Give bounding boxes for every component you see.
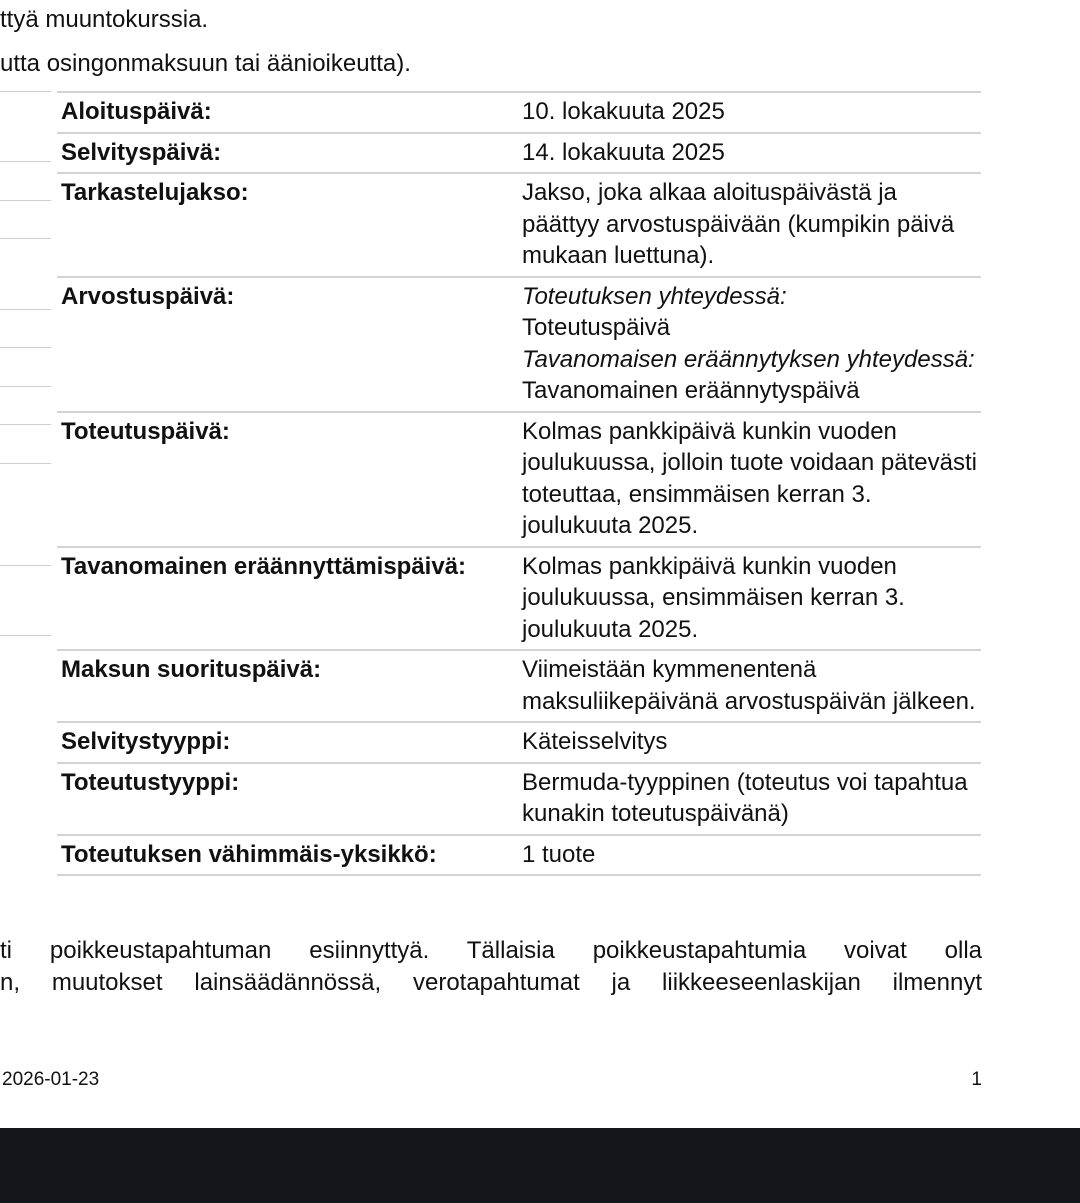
product-terms-table <box>57 91 981 876</box>
intro-text-line: ttyä muuntokurssia. <box>0 6 209 33</box>
terms-row <box>57 412 981 547</box>
term-label: Maksun suorituspäivä: <box>57 650 518 722</box>
term-value-text: Bermuda-tyyppinen (toteutus voi tapahtua kunakin toteutuspäivänä) <box>522 768 968 827</box>
term-value <box>518 133 981 174</box>
term-value-condition: Toteutuksen yhteydessä: <box>522 282 787 310</box>
terms-row <box>57 835 981 876</box>
terms-row <box>57 277 981 412</box>
term-label: Tavanomainen eräännyttämispäivä: <box>57 547 518 651</box>
term-value-text: 10. lokakuuta 2025 <box>522 98 725 125</box>
term-label: Toteutuksen vähimmäis-yksikkö: <box>57 835 518 876</box>
term-value-condition: Tavanomaisen eräännytyksen yhteydessä: <box>522 345 975 373</box>
term-label: Aloituspäivä: <box>57 92 518 133</box>
terms-row <box>57 722 981 763</box>
term-value <box>518 277 981 412</box>
term-value <box>518 92 981 133</box>
term-value <box>518 835 981 876</box>
term-value-text: Kolmas pankkipäivä kunkin vuoden joulukuussa, jolloin tuote voidaan pätevästi toteuttaa, ensimmäisen kerran 3. joulukuuta 2025. <box>522 417 977 539</box>
term-value-text: Jakso, joka alkaa aloituspäivästä ja päättyy arvostuspäivään (kumpikin päivä mukaan luettuna). <box>522 179 955 269</box>
term-value-text: Toteutuspäivä <box>522 314 671 341</box>
term-value-text: Käteisselvitys <box>522 728 668 755</box>
viewer-bottom-bar <box>0 1128 1080 1203</box>
term-value <box>518 722 981 763</box>
terms-row <box>57 173 981 277</box>
term-label: Arvostuspäivä: <box>57 277 518 412</box>
term-value <box>518 650 981 722</box>
term-label: Selvityspäivä: <box>57 133 518 174</box>
term-value <box>518 763 981 835</box>
paragraph-line: n, muutokset lainsäädännössä, verotapahtumat ja liikkeeseenlaskijan ilmennyt <box>0 969 982 996</box>
term-label: Tarkastelujakso: <box>57 173 518 277</box>
terms-row <box>57 763 981 835</box>
term-label: Toteutuspäivä: <box>57 412 518 547</box>
terms-row <box>57 650 981 722</box>
term-value <box>518 412 981 547</box>
term-value <box>518 547 981 651</box>
terms-row <box>57 547 981 651</box>
term-label: Toteutustyyppi: <box>57 763 518 835</box>
intro-text-line: utta osingonmaksuun tai äänioikeutta). <box>0 50 411 77</box>
terms-row <box>57 92 981 133</box>
term-label: Selvitystyyppi: <box>57 722 518 763</box>
footer-date: 2026-01-23 <box>2 1069 100 1090</box>
term-value-text: Tavanomainen eräännytyspäivä <box>522 377 860 404</box>
term-value-text: 1 tuote <box>522 840 596 868</box>
term-value-text: Kolmas pankkipäivä kunkin vuoden joulukuussa, ensimmäisen kerran 3. joulukuuta 2025. <box>522 552 905 643</box>
page-number: 1 <box>971 1069 982 1090</box>
left-column-rules <box>0 0 51 700</box>
terms-row <box>57 133 981 174</box>
term-value-text: Viimeistään kymmenentenä maksuliikepäivänä arvostuspäivän jälkeen. <box>522 656 976 715</box>
term-value <box>518 173 981 277</box>
term-value-text: 14. lokakuuta 2025 <box>522 138 725 166</box>
body-paragraph <box>0 935 982 999</box>
paragraph-line: ti poikkeustapahtuman esiinnyttyä. Tällaisia poikkeustapahtumia voivat olla <box>0 937 982 964</box>
